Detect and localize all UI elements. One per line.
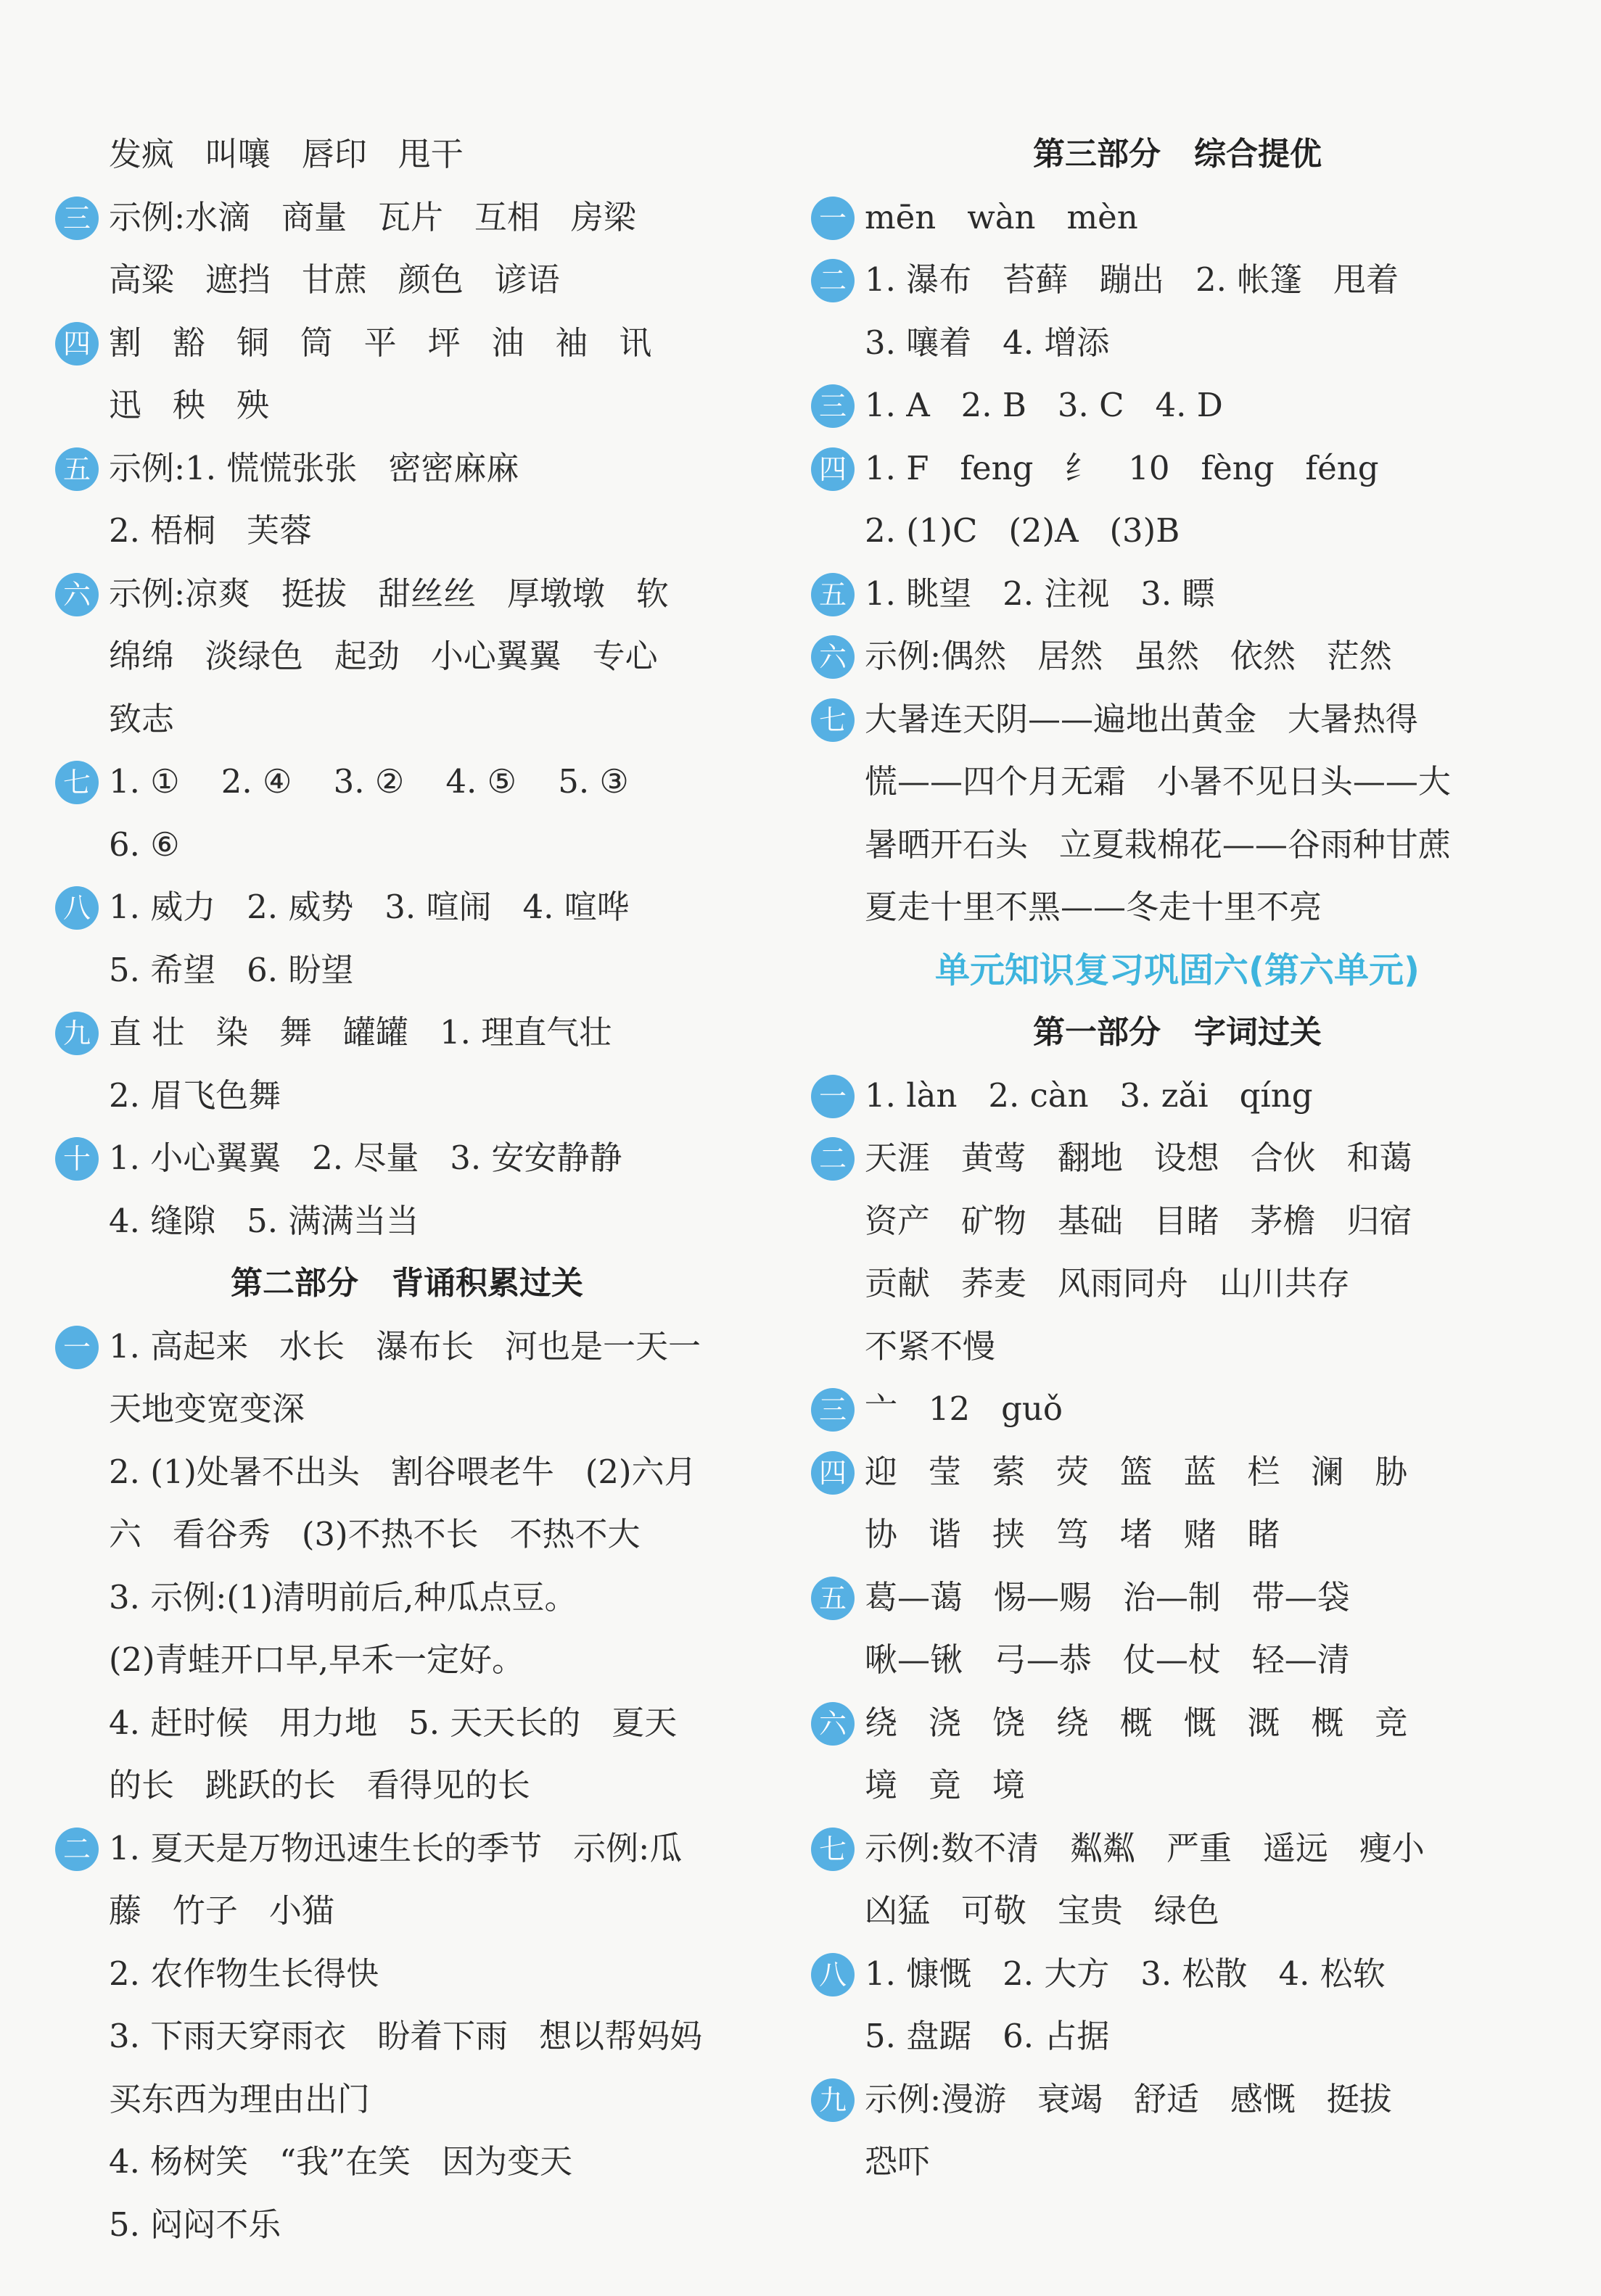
answer-line: 4. 缝隙 5. 满满当当 <box>109 1201 419 1240</box>
answer-line: 啾—锹 弓—恭 仗—杖 轻—清 <box>865 1640 1350 1679</box>
answer-line: 3. 示例:(1)清明前后,种瓜点豆。 <box>109 1577 577 1616</box>
answer-line: 5. 盘踞 6. 占据 <box>865 2017 1110 2055</box>
answer-line: 2. 梧桐 芙蓉 <box>109 511 313 550</box>
answer-text: 割 豁 铜 筒 平 坪 油 袖 讯 <box>109 323 652 362</box>
answer-line: 贡献 荞麦 风雨同舟 山川共存 <box>865 1264 1350 1302</box>
answer-line: 六 看谷秀 (3)不热不长 不热不大 <box>109 1515 641 1553</box>
answer-line <box>55 312 759 375</box>
answer-line <box>55 437 759 500</box>
answer-line: 3. 嚷着 4. 增添 <box>865 323 1110 362</box>
answer-text: 1. F feng 纟 10 fèng féng <box>865 448 1379 487</box>
section-badge-4: 四 <box>811 447 855 491</box>
answer-line <box>55 876 759 939</box>
section-badge-6: 六 <box>811 1702 855 1746</box>
section-badge-2: 二 <box>55 1828 99 1871</box>
answer-line <box>811 1943 1544 2006</box>
answer-line <box>55 186 759 249</box>
section-badge-4: 四 <box>55 322 99 366</box>
section-badge-10: 十 <box>55 1137 99 1181</box>
section-badge-3: 三 <box>811 384 855 428</box>
part-two-heading: 第二部分 背诵积累过关 <box>231 1265 583 1302</box>
answer-text: 1. 高起来 水长 瀑布长 河也是一天一 <box>109 1326 701 1366</box>
answer-text: 1. 瀑布 苔藓 蹦出 2. 帐篷 甩着 <box>865 260 1399 299</box>
answer-line: 境 竟 境 <box>865 1766 1025 1804</box>
answer-line: 资产 矿物 基础 目睹 茅檐 归宿 <box>865 1201 1412 1240</box>
answer-text: 天涯 黄莺 翻地 设想 合伙 和蔼 <box>865 1139 1412 1177</box>
answer-text: 示例:漫游 衰竭 舒适 感慨 挺拔 <box>865 2079 1392 2118</box>
answer-line: 高粱 遮挡 甘蔗 颜色 谚语 <box>109 260 560 299</box>
answer-line <box>55 751 759 814</box>
section-badge-8: 八 <box>55 886 99 930</box>
answer-text: 1. 慷慨 2. 大方 3. 松散 4. 松软 <box>865 1954 1386 1993</box>
answer-line: 凶猛 可敬 宝贵 绿色 <box>865 1891 1219 1930</box>
section-badge-4: 四 <box>811 1451 855 1495</box>
section-badge-6: 六 <box>55 573 99 616</box>
answer-line <box>811 2068 1544 2131</box>
answer-line <box>811 688 1544 751</box>
part-three-heading: 第三部分 综合提优 <box>1033 136 1322 173</box>
answer-line <box>811 249 1544 312</box>
right-column <box>811 123 1544 2194</box>
section-badge-3: 三 <box>811 1388 855 1432</box>
section-badge-6: 六 <box>811 635 855 679</box>
section-badge-8: 八 <box>811 1953 855 1996</box>
answer-line: 致志 <box>109 699 175 738</box>
answer-line: 2. 农作物生长得快 <box>109 1954 379 1993</box>
section-badge-5: 五 <box>811 1577 855 1620</box>
section-badge-1: 一 <box>55 1326 99 1369</box>
answer-line <box>811 374 1544 437</box>
answer-line: 4. 杨树笑 “我”在笑 因为变天 <box>109 2142 573 2181</box>
part-one-heading: 第一部分 字词过关 <box>1033 1014 1322 1051</box>
answer-line: 绵绵 淡绿色 起劲 小心翼翼 专心 <box>109 637 658 675</box>
section-badge-2: 二 <box>811 1137 855 1181</box>
answer-line <box>811 1692 1544 1755</box>
answer-line <box>811 1378 1544 1441</box>
section-badge-1: 一 <box>811 1075 855 1118</box>
answer-text: 葛—蔼 惕—赐 治—制 带—袋 <box>865 1577 1350 1616</box>
answer-text: 1. 小心翼翼 2. 尽量 3. 安安静静 <box>109 1139 622 1177</box>
section-badge-2: 二 <box>811 259 855 302</box>
answer-line: 5. 希望 6. 盼望 <box>109 950 354 989</box>
answer-line <box>811 625 1544 688</box>
answer-line <box>55 1316 759 1379</box>
answer-text: 1. 威力 2. 威势 3. 喧闹 4. 喧哗 <box>109 888 630 926</box>
answer-text: 示例:凉爽 挺拔 甜丝丝 厚墩墩 软 <box>109 574 669 613</box>
answer-text: 示例:水滴 商量 瓦片 互相 房梁 <box>109 197 636 236</box>
answer-line: 藤 竹子 小猫 <box>109 1891 334 1930</box>
answer-text: 1. ① 2. ④ 3. ② 4. ⑤ 5. ③ <box>109 762 629 801</box>
answer-line: (2)青蛙开口早,早禾一定好。 <box>109 1640 525 1679</box>
answer-text: 1. 眺望 2. 注视 3. 瞟 <box>865 574 1215 613</box>
answer-line <box>55 1817 759 1880</box>
answer-line <box>55 1002 759 1065</box>
answer-text: 大暑连天阴——遍地出黄金 大暑热得 <box>865 699 1418 738</box>
answer-line <box>811 563 1544 626</box>
section-badge-9: 九 <box>811 2078 855 2122</box>
answer-text: 1. 夏天是万物迅速生长的季节 示例:瓜 <box>109 1828 683 1867</box>
answer-text: 示例:1. 慌慌张张 密密麻麻 <box>109 448 519 487</box>
section-badge-5: 五 <box>55 447 99 491</box>
answer-line: 6. ⑥ <box>109 825 180 864</box>
answer-line: 2. 眉飞色舞 <box>109 1075 281 1115</box>
answer-line <box>811 1127 1544 1190</box>
answer-line: 迅 秧 殃 <box>109 386 269 424</box>
answer-line: 发疯 叫嚷 唇印 甩干 <box>109 135 464 173</box>
section-badge-1: 一 <box>811 197 855 240</box>
answer-text: mēn wàn mèn <box>865 197 1138 236</box>
answer-text: 1. làn 2. càn 3. zǎi qíng <box>865 1075 1313 1115</box>
answer-line: 的长 跳跃的长 看得见的长 <box>109 1766 530 1804</box>
answer-line: 2. (1)处暑不出头 割谷喂老牛 (2)六月 <box>109 1452 697 1491</box>
section-badge-9: 九 <box>55 1012 99 1055</box>
left-column <box>55 123 759 2256</box>
answer-line <box>811 186 1544 249</box>
answer-line <box>811 1065 1544 1128</box>
answer-text: 直 壮 染 舞 罐罐 1. 理直气壮 <box>109 1013 612 1052</box>
answer-line: 买东西为理由出门 <box>109 2079 371 2118</box>
unit-six-heading: 单元知识复习巩固六(第六单元) <box>935 949 1420 991</box>
section-badge-3: 三 <box>55 197 99 240</box>
answer-text: 示例:数不清 粼粼 严重 遥远 瘦小 <box>865 1828 1425 1867</box>
answer-line: 不紧不慢 <box>865 1326 996 1366</box>
answer-text: 绕 浇 饶 绕 概 慨 溉 概 竞 <box>865 1703 1408 1742</box>
answer-line <box>55 1127 759 1190</box>
answer-line <box>811 1441 1544 1504</box>
section-badge-7: 七 <box>55 761 99 804</box>
section-badge-5: 五 <box>811 573 855 616</box>
answer-text: 1. A 2. B 3. C 4. D <box>865 386 1223 424</box>
answer-line: 慌——四个月无霜 小暑不见日头——大 <box>865 762 1451 801</box>
answer-line <box>55 563 759 626</box>
answer-text: 迎 莹 萦 荧 篮 蓝 栏 澜 胁 <box>865 1452 1408 1491</box>
answer-line <box>811 1817 1544 1880</box>
answer-text: 示例:偶然 居然 虽然 依然 茫然 <box>865 637 1392 675</box>
answer-line: 天地变宽变深 <box>109 1389 305 1428</box>
answer-line <box>811 437 1544 500</box>
answer-line: 3. 下雨天穿雨衣 盼着下雨 想以帮妈妈 <box>109 2017 703 2055</box>
answer-line <box>811 1566 1544 1630</box>
answer-text: 亠 12 guǒ <box>865 1389 1063 1428</box>
answer-line: 4. 赶时候 用力地 5. 天天长的 夏天 <box>109 1703 678 1742</box>
answer-line: 暑晒开石头 立夏栽棉花——谷雨种甘蔗 <box>865 825 1451 864</box>
answer-line: 夏走十里不黑——冬走十里不亮 <box>865 888 1322 926</box>
answer-line: 协 谐 挟 笃 堵 赌 睹 <box>865 1515 1280 1553</box>
answer-line: 恐吓 <box>865 2142 931 2181</box>
answer-line: 5. 闷闷不乐 <box>109 2205 281 2244</box>
section-badge-7: 七 <box>811 698 855 742</box>
section-badge-7: 七 <box>811 1828 855 1871</box>
answer-line: 2. (1)C (2)A (3)B <box>865 511 1180 550</box>
